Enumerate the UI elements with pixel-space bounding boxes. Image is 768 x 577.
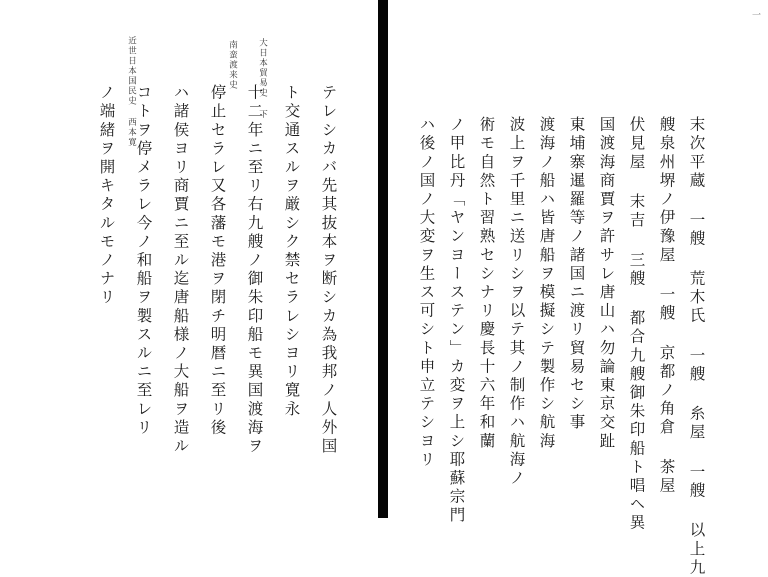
- text-column-7: ノ端緒ヲ開キタルモノナリ: [97, 84, 116, 308]
- text-column-2: ト交通スルヲ厳シク禁セラレシヨリ寛永: [282, 84, 301, 419]
- text-column-6: 渡海ノ船ハ皆唐船ヲ模擬シテ製作シ航海: [537, 116, 556, 451]
- text-column-1: 末次平蔵 一艘 荒木氏 一艘 糸屋 一艘 以上九: [687, 116, 706, 577]
- left-page: [0, 0, 378, 518]
- text-column-3: 十二年ニ至リ右九艘ノ御朱印船モ異国渡海ヲ: [245, 84, 264, 456]
- text-column-1: テレシカバ先其抜本ヲ断シカ為我邦ノ人外国: [319, 84, 338, 456]
- text-column-9: ノ甲比丹「ヤンヨーステン」カ変ヲ上シ耶蘇宗門: [447, 116, 466, 526]
- text-column-6: コトヲ停メラレ今ノ和船ヲ製スルニ至レリ: [134, 84, 153, 438]
- header-note-source: 大日本貿易史 下: [257, 38, 268, 120]
- text-column-4: 停止セラレ又各藩モ港ヲ閉チ明暦ニ至リ後: [208, 84, 227, 438]
- text-column-2: 艘泉州堺ノ伊豫屋 一艘 京都ノ角倉 茶屋: [657, 116, 676, 496]
- text-column-5: ハ諸侯ヨリ商賈ニ至ル迄唐船様ノ大船ヲ造ル: [171, 84, 190, 456]
- page-corner-mark: 一: [750, 10, 760, 20]
- header-note-title: 南蛮渡来史: [227, 40, 238, 90]
- text-column-3: 伏見屋 末吉 三艘 都合九艘御朱印船ト唱ヘ異: [627, 116, 646, 533]
- text-column-7: 波上ヲ千里ニ送リシヲ以テ其ノ制作ハ航海ノ: [507, 116, 526, 488]
- text-column-4: 国渡海商賈ヲ許サレ唐山ハ勿論東京交趾: [597, 116, 616, 451]
- text-column-10: ハ後ノ国ノ大変ヲ生ス可シト申立テシヨリ: [417, 116, 436, 470]
- text-column-5: 東埔寨暹羅等ノ諸国ニ渡リ貿易セシ事: [567, 116, 586, 433]
- text-column-8: 術モ自然ト習熟セシナリ慶長十六年和蘭: [477, 116, 496, 451]
- book-gutter: [378, 0, 388, 518]
- header-note-author: 近世日本国民史 西本寛: [126, 36, 137, 148]
- right-page: [388, 0, 768, 577]
